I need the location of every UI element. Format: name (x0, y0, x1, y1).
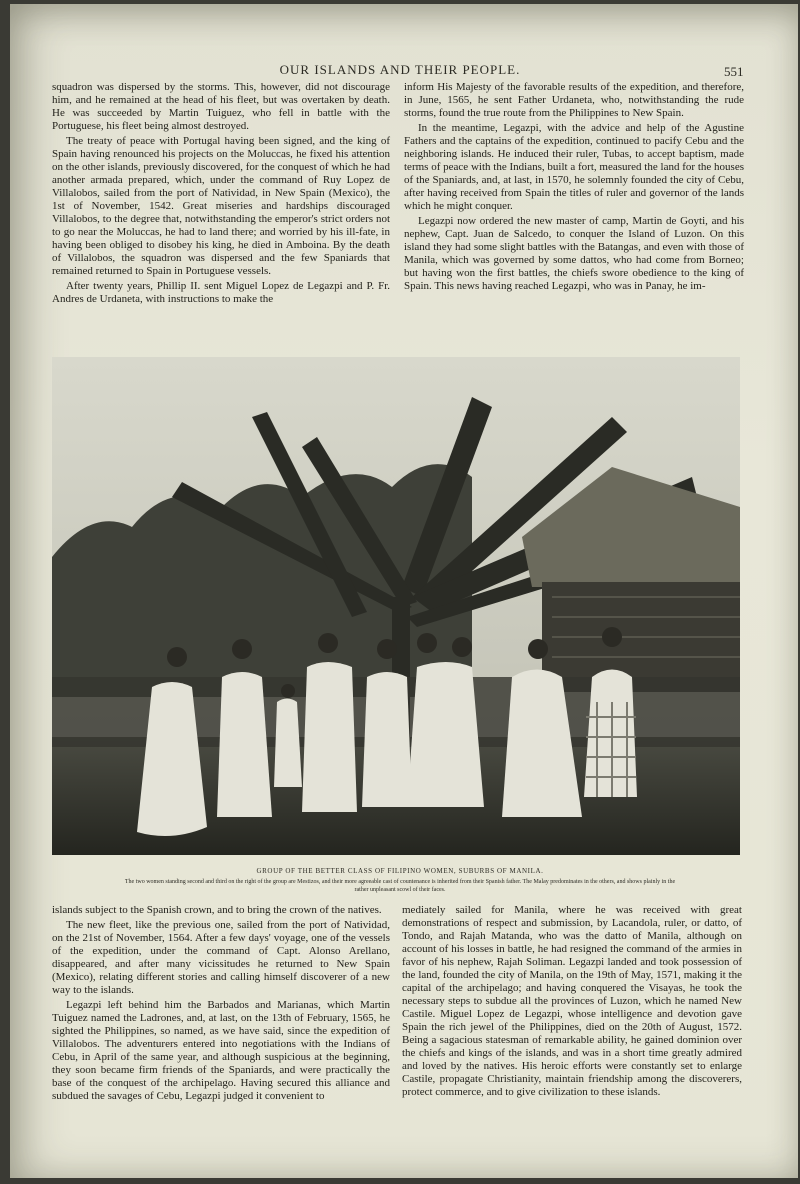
bottom-right-column (402, 904, 742, 1101)
page-number: 551 (724, 64, 744, 79)
bottom-left-column (52, 904, 390, 1105)
paragraph: The new fleet, like the previous one, sailed from the port of Natividad, on the 21st of November, 1564. After a few days' voyage, one of the vessels of the expedition, under the command of Capt. Alonso Arellano, disappeared, and after many vicissitudes he returned to New Spain (Mexico), relating different stories and calling himself discoverer of a new way to the islands. (52, 919, 390, 996)
paragraph: mediately sailed for Manila, where he was received with great demonstrations of respect and submission, by Lacandola, ruler, or datto, of Tondo, and Rajah Matanda, who was the datto of Manila, although on account of his losses in battle, he had resigned the command of the armies in favor of his nephew, Rajah Soliman. Legazpi landed and took possession of the land, founded the city of Manila, on the 19th of May, 1571, making it the capital of the archipelago; and having conquered the Visayas, he took the necessary steps to subdue all the provinces of Luzon, which he named New Castile. Miguel Lopez de Legazpi, whose intelligence and devotion gave Spain the rich jewel of the Philippines, died on the 20th of August, 1572. Being a sagacious statesman of remarkable ability, he gained dominion over the chiefs and kings of the islands, and was in a short time greatly admired and loved by the natives. His heroic efforts were constantly set to enlarge Castile, propagate Christianity, maintain friendship among the discoverers, protect commerce, and to give civilization to these islands. (402, 904, 742, 1098)
photo-caption-title: GROUP OF THE BETTER CLASS OF FILIPINO WOMEN, SUBURBS OF MANILA. (256, 867, 544, 875)
running-head: OUR ISLANDS AND THEIR PEOPLE. (279, 62, 521, 77)
paragraph: After twenty years, Phillip II. sent Miguel Lopez de Legazpi and P. Fr. Andres de Urdaneta, with instructions to make the (52, 280, 390, 305)
paragraph: inform His Majesty of the favorable results of the expedition, and therefore, in June, 1565, he sent Father Urdaneta, who, notwithstanding the rude storms, found the true route from the Philippines to New Spain. (404, 81, 744, 119)
photo-caption-body: The two women standing second and third on the right of the group are Mestizos, and their more agreeable cast of countenance is inherited from their Spanish father. The Malay predominates in the others, and shows plainly in the rather unpleasant scowl of their faces. (124, 879, 676, 893)
paragraph: islands subject to the Spanish crown, and to bring the crown of the natives. (52, 904, 382, 916)
paragraph: squadron was dispersed by the storms. This, however, did not discourage him, and he remained at the head of his fleet, but was overtaken by death. He was succeeded by Martin Tuiguez, who fell in battle with the Portuguese, his fleet being almost destroyed. (52, 81, 390, 132)
paragraph: The treaty of peace with Portugal having been signed, and the king of Spain having renounced his projects on the Moluccas, he fixed his attention on the other islands, previously discovered, for the conquest of which he had another armada prepared, which, under the command of Ruy Lopez de Villalobos, sailed from the port of Natividad, in New Spain (Mexico), the 1st of November, 1542. Great miseries and hardships discouraged Villalobos, to the degree that, notwithstanding the emperor's strict orders not to go near the Moluccas, he had to land there; and worried by his ill-fate, in having been obliged to disobey his king, he died in Amboina. By the death of Villalobos, the squadron was dispersed and the few Spaniards that remained returned to Spain in Portuguese vessels. (52, 135, 390, 277)
photograph-women-group-icon (52, 357, 740, 855)
paragraph: Legazpi now ordered the new master of camp, Martin de Goyti, and his nephew, Capt. Juan de Salcedo, to conquer the Island of Luzon. On this island they had some slight battles with the Batangas, and even with those of Manila, which was governed by some dattos, who had come from Borneo; but having won the first battles, the chiefs swore obedience to the king of Spain. This news having reached Legazpi, who was in Panay, he im- (404, 215, 744, 292)
photograph (52, 357, 740, 855)
paragraph: In the meantime, Legazpi, with the advice and help of the Agustine Fathers and the captains of the expedition, continued to pacify Cebu and the neighboring islands. He induced their ruler, Tubas, to accept baptism, made terms of peace with the Indians, built a fort, measured the land for the houses of the Spaniards, and, at last, in 1570, he solemnly founded the city of Cebu, after having received from Spain the titles of ruler and governor of the lands which he might conquer. (404, 122, 744, 212)
top-right-column (404, 81, 744, 295)
paragraph: Legazpi left behind him the Barbados and Marianas, which Martin Tuiguez named the Ladrones, and, at last, on the 13th of February, 1565, he sighted the Philippines, so named, as we have said, since the expedition of Villalobos. The adventurers entered into negotiations with the Indians of Cebu, in April of the same year, and although suspicious at the beginning, they soon became firm friends of the Spaniards, and were practically the base of the conquest of the archipelago. Having secured this alliance and subdued the savages of Cebu, Legazpi judged it convenient to (52, 999, 390, 1102)
top-left-column (52, 81, 390, 308)
